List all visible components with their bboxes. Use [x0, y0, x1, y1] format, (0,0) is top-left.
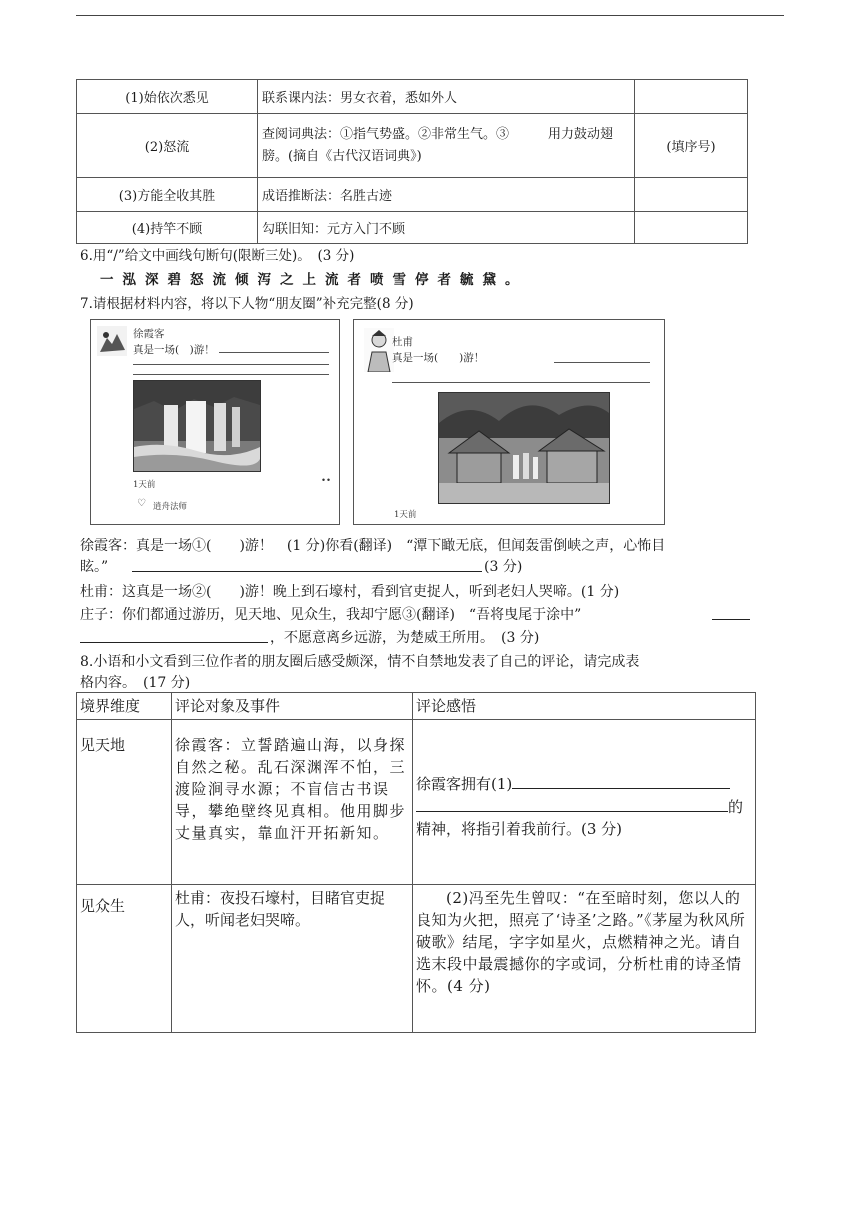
answer-line[interactable]: [219, 352, 329, 353]
card-author-name: 徐霞客: [133, 328, 165, 340]
term-cell: (4)持竿不顾: [77, 212, 258, 244]
q7-prompt: 7.请根据材料内容，将以下人物“朋友圈”补充完整(8 分): [80, 296, 414, 312]
moments-card-xuxiake: [90, 319, 340, 525]
method-cell: 联系课内法：男女衣着，悉如外人: [258, 80, 635, 114]
table-row: [77, 720, 756, 885]
table-row: [77, 885, 756, 1033]
vocab-method-table: [76, 79, 748, 244]
q7-line1c: (3 分): [484, 559, 523, 575]
q8-prompt-a: 8.小语和小文看到三位作者的朋友圈后感受颇深，情不自禁地发表了自己的评论，请完成表: [80, 654, 640, 670]
post-time: 1天前: [394, 510, 417, 520]
answer-cell[interactable]: (填序号): [635, 114, 748, 178]
heart-icon[interactable]: ♡: [137, 498, 146, 509]
answer-line[interactable]: [133, 364, 329, 365]
q7-line3a: 庄子：你们都通过游历，见天地、见众生，我却宁愿③(翻译) “吾将曳尾于涂中”: [80, 607, 582, 623]
method-cell: 查阅词典法：①指气势盛。②非常生气。③ 用力鼓动翅膀。(摘自《古代汉语词典》): [258, 114, 635, 178]
moments-card-dufu: [353, 319, 665, 525]
dimension-cell: 见天地: [77, 720, 172, 885]
answer-line[interactable]: [416, 795, 728, 812]
village-photo: [438, 392, 610, 504]
comment-cell[interactable]: (2)冯至先生曾叹：“在至暗时刻，您以人的良知为火把，照亮了‘诗圣’之路。”《茅屋为秋风所破歌》结尾，字字如星火，点燃精神之光。请自选末段中最震撼你的字或词，分析杜甫的诗圣情怀。(4 分): [413, 885, 756, 1033]
answer-cell[interactable]: [635, 178, 748, 212]
avatar-dufu: [364, 328, 394, 372]
method-cell: 勾联旧知：元方入门不顾: [258, 212, 635, 244]
table-row: [77, 212, 748, 244]
term-cell: (1)始依次悉见: [77, 80, 258, 114]
comment-mid: 的: [728, 798, 744, 816]
q7-line1b: 眩。”: [80, 559, 109, 575]
table-header-row: [77, 693, 756, 720]
answer-cell[interactable]: [635, 212, 748, 244]
term-cell: (3)方能全收其胜: [77, 178, 258, 212]
answer-cell[interactable]: [635, 80, 748, 114]
q6-sentence: 一泓深碧怒流倾泻之上流者喷雪停者毓黛。: [100, 272, 528, 288]
answer-line[interactable]: [133, 374, 329, 375]
answer-line[interactable]: [512, 772, 730, 789]
answer-line[interactable]: [554, 362, 650, 363]
header-event: 评论对象及事件: [172, 693, 413, 720]
comment-prefix: 徐霞客拥有(1): [416, 775, 513, 793]
table-row: [77, 178, 748, 212]
answer-line[interactable]: [132, 571, 482, 572]
event-cell: 杜甫：夜投石壕村，目睹官吏捉人，听闻老妇哭啼。: [172, 885, 413, 1033]
header-comment: 评论感悟: [413, 693, 756, 720]
post-time: 1天前: [133, 480, 156, 490]
like-name: 逍舟法师: [153, 502, 188, 512]
event-cell: 徐霞客：立誓踏遍山海，以身探自然之秘。乱石深渊浑不怕，三渡险涧寻水源；不盲信古书误导，攀绝壁终见真相。他用脚步丈量真实，靠血汗开拓新知。: [172, 720, 413, 885]
more-dots-icon[interactable]: ••: [321, 476, 332, 486]
answer-line[interactable]: [392, 382, 650, 383]
answer-line[interactable]: [80, 642, 268, 643]
q8-prompt-b: 格内容。 (17 分): [80, 675, 191, 691]
card-text: 真是一场( )游！: [392, 352, 485, 364]
header-dimension: 境界维度: [77, 693, 172, 720]
table-row: [77, 80, 748, 114]
comment-suffix: 精神，将指引着我前行。(3 分): [416, 820, 623, 838]
comment-cell[interactable]: [413, 720, 756, 885]
q7-line1a: 徐霞客：真是一场①( )游！ (1 分)你看(翻译) “潭下瞰无底，但闻轰雷倒峡之声，心怖目: [80, 538, 666, 554]
comment-table: [76, 692, 756, 1033]
term-cell: (2)怒流: [77, 114, 258, 178]
method-cell: 成语推断法：名胜古迹: [258, 178, 635, 212]
avatar-xuxiake: [97, 326, 127, 356]
card-text: 真是一场( )游！: [133, 344, 215, 356]
table-row: [77, 114, 748, 178]
card-author-name: 杜甫: [392, 336, 413, 348]
q7-line2: 杜甫：这真是一场②( )游！晚上到石壕村，看到官吏捉人，听到老妇人哭啼。(1 分): [80, 584, 620, 600]
q7-line3b: ，不愿意离乡远游，为楚威王所用。 (3 分): [270, 630, 540, 646]
answer-line[interactable]: [712, 619, 750, 620]
header-rule: [76, 15, 784, 16]
q6-prompt: 6.用“/”给文中画线句断句(限断三处)。 (3 分): [80, 248, 355, 264]
dimension-cell: 见众生: [77, 885, 172, 1033]
waterfall-photo: [133, 380, 261, 472]
